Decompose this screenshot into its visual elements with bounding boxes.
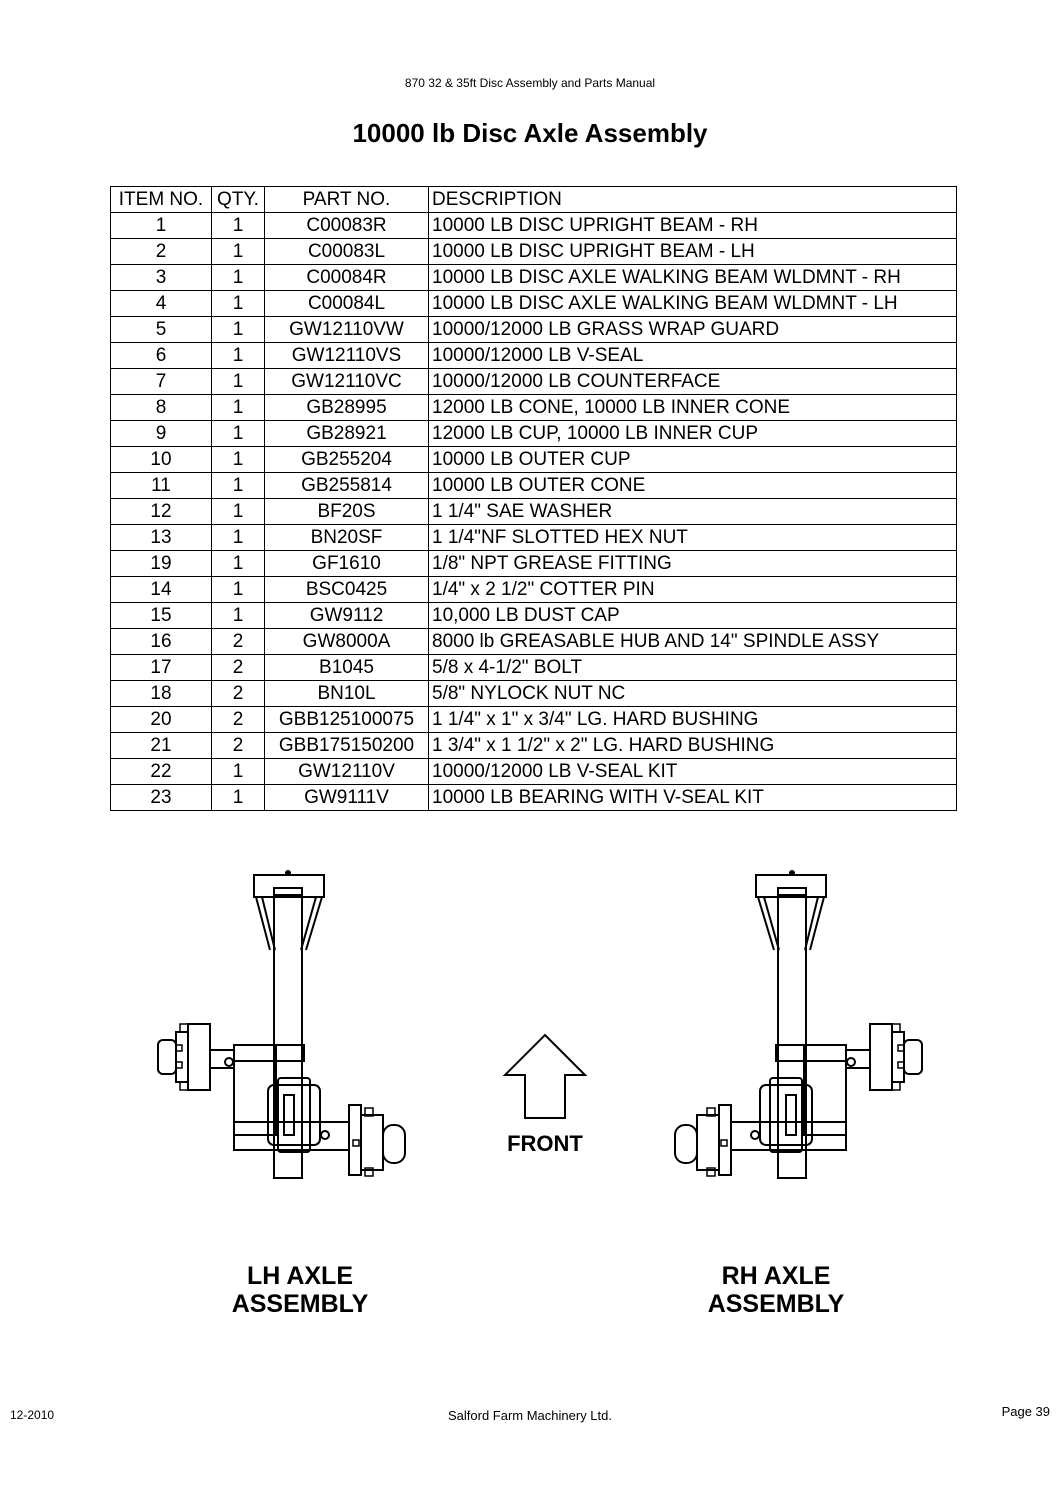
- cell-part-no: C00083L: [265, 239, 429, 265]
- cell-item-no: 2: [111, 239, 212, 265]
- cell-part-no: GF1610: [265, 551, 429, 577]
- table-row: [111, 473, 957, 499]
- cell-item-no: 7: [111, 369, 212, 395]
- cell-part-no: B1045: [265, 655, 429, 681]
- cell-item-no: 12: [111, 499, 212, 525]
- table-row: [111, 733, 957, 759]
- cell-qty: 1: [212, 421, 265, 447]
- cell-qty: 2: [212, 655, 265, 681]
- cell-description: 10000 LB DISC AXLE WALKING BEAM WLDMNT - LH: [429, 291, 957, 317]
- cell-item-no: 5: [111, 317, 212, 343]
- front-arrow-icon: [505, 1035, 585, 1118]
- cell-part-no: BSC0425: [265, 577, 429, 603]
- cell-item-no: 17: [111, 655, 212, 681]
- cell-item-no: 11: [111, 473, 212, 499]
- cell-item-no: 6: [111, 343, 212, 369]
- cell-part-no: GB28995: [265, 395, 429, 421]
- cell-description: 8000 lb GREASABLE HUB AND 14" SPINDLE ASSY: [429, 629, 957, 655]
- table-row: [111, 421, 957, 447]
- lh-axle-label-line1: LH AXLE: [246, 1262, 354, 1290]
- cell-part-no: BN20SF: [265, 525, 429, 551]
- cell-description: 10000 LB OUTER CONE: [429, 473, 957, 499]
- axle-drawing-area: [0, 840, 1060, 1260]
- cell-description: 10000/12000 LB GRASS WRAP GUARD: [429, 317, 957, 343]
- rh-axle-label-line2: ASSEMBLY: [707, 1290, 845, 1318]
- footer-date: 12-2010: [10, 1408, 55, 1422]
- cell-qty: 2: [212, 629, 265, 655]
- cell-part-no: C00084L: [265, 291, 429, 317]
- cell-part-no: GB28921: [265, 421, 429, 447]
- cell-part-no: GW9112: [265, 603, 429, 629]
- footer-page-number: Page 39: [1001, 1404, 1050, 1419]
- table-row: [111, 291, 957, 317]
- parts-table: [110, 186, 957, 811]
- table-row: [111, 629, 957, 655]
- table-row: [111, 759, 957, 785]
- cell-description: 5/8" NYLOCK NUT NC: [429, 681, 957, 707]
- cell-part-no: BF20S: [265, 499, 429, 525]
- footer-company: Salford Farm Machinery Ltd.: [447, 1408, 612, 1423]
- cell-part-no: GW9111V: [265, 785, 429, 811]
- cell-part-no: GB255814: [265, 473, 429, 499]
- table-row: [111, 551, 957, 577]
- cell-item-no: 1: [111, 213, 212, 239]
- cell-qty: 1: [212, 343, 265, 369]
- cell-description: 10,000 LB DUST CAP: [429, 603, 957, 629]
- cell-part-no: GW8000A: [265, 629, 429, 655]
- cell-qty: 1: [212, 785, 265, 811]
- table-row: [111, 525, 957, 551]
- cell-part-no: GBB175150200: [265, 733, 429, 759]
- table-row: [111, 369, 957, 395]
- cell-qty: 1: [212, 239, 265, 265]
- cell-item-no: 13: [111, 525, 212, 551]
- front-label: FRONT: [507, 1131, 583, 1156]
- rh-axle-drawing: [675, 871, 922, 1178]
- table-row: [111, 785, 957, 811]
- cell-description: 12000 LB CUP, 10000 LB INNER CUP: [429, 421, 957, 447]
- cell-description: 1 1/4" x 1" x 3/4" LG. HARD BUSHING: [429, 707, 957, 733]
- cell-item-no: 3: [111, 265, 212, 291]
- cell-item-no: 8: [111, 395, 212, 421]
- cell-item-no: 19: [111, 551, 212, 577]
- table-row: [111, 655, 957, 681]
- cell-qty: 1: [212, 447, 265, 473]
- column-header-item-no: ITEM NO.: [111, 187, 212, 213]
- cell-item-no: 21: [111, 733, 212, 759]
- cell-qty: 1: [212, 499, 265, 525]
- cell-item-no: 18: [111, 681, 212, 707]
- cell-part-no: GW12110V: [265, 759, 429, 785]
- cell-qty: 2: [212, 707, 265, 733]
- table-row: [111, 265, 957, 291]
- cell-item-no: 4: [111, 291, 212, 317]
- table-row: [111, 213, 957, 239]
- cell-item-no: 22: [111, 759, 212, 785]
- cell-qty: 1: [212, 317, 265, 343]
- cell-item-no: 23: [111, 785, 212, 811]
- table-row: [111, 343, 957, 369]
- cell-part-no: C00083R: [265, 213, 429, 239]
- cell-description: 10000 LB DISC AXLE WALKING BEAM WLDMNT - RH: [429, 265, 957, 291]
- table-row: [111, 681, 957, 707]
- column-header-part-no: PART NO.: [265, 187, 429, 213]
- cell-item-no: 10: [111, 447, 212, 473]
- rh-axle-label-line1: RH AXLE: [721, 1262, 831, 1290]
- cell-description: 1 3/4" x 1 1/2" x 2" LG. HARD BUSHING: [429, 733, 957, 759]
- rh-axle-label: [666, 1262, 886, 1318]
- cell-qty: 1: [212, 369, 265, 395]
- cell-qty: 1: [212, 395, 265, 421]
- cell-qty: 1: [212, 603, 265, 629]
- cell-description: 1/8" NPT GREASE FITTING: [429, 551, 957, 577]
- cell-description: 10000/12000 LB COUNTERFACE: [429, 369, 957, 395]
- cell-qty: 1: [212, 213, 265, 239]
- cell-qty: 1: [212, 577, 265, 603]
- cell-item-no: 14: [111, 577, 212, 603]
- cell-qty: 2: [212, 681, 265, 707]
- cell-description: 1/4" x 2 1/2" COTTER PIN: [429, 577, 957, 603]
- cell-part-no: GW12110VW: [265, 317, 429, 343]
- table-row: [111, 447, 957, 473]
- cell-item-no: 16: [111, 629, 212, 655]
- cell-description: 10000 LB DISC UPRIGHT BEAM - LH: [429, 239, 957, 265]
- table-row: [111, 707, 957, 733]
- cell-qty: 1: [212, 525, 265, 551]
- cell-description: 1 1/4" SAE WASHER: [429, 499, 957, 525]
- cell-part-no: BN10L: [265, 681, 429, 707]
- table-header-row: [111, 187, 957, 213]
- lh-axle-label: [190, 1262, 410, 1318]
- document-header: 870 32 & 35ft Disc Assembly and Parts Manual: [404, 76, 656, 90]
- lh-axle-drawing: [158, 871, 405, 1178]
- cell-description: 5/8 x 4-1/2" BOLT: [429, 655, 957, 681]
- cell-qty: 1: [212, 291, 265, 317]
- table-row: [111, 239, 957, 265]
- cell-qty: 1: [212, 551, 265, 577]
- column-header-description: DESCRIPTION: [429, 187, 957, 213]
- cell-item-no: 15: [111, 603, 212, 629]
- table-row: [111, 499, 957, 525]
- table-row: [111, 603, 957, 629]
- cell-qty: 1: [212, 759, 265, 785]
- cell-description: 10000 LB DISC UPRIGHT BEAM - RH: [429, 213, 957, 239]
- cell-qty: 1: [212, 265, 265, 291]
- lh-axle-label-line2: ASSEMBLY: [231, 1290, 369, 1318]
- table-row: [111, 317, 957, 343]
- cell-description: 1 1/4"NF SLOTTED HEX NUT: [429, 525, 957, 551]
- cell-description: 12000 LB CONE, 10000 LB INNER CONE: [429, 395, 957, 421]
- table-row: [111, 395, 957, 421]
- cell-item-no: 9: [111, 421, 212, 447]
- cell-part-no: GB255204: [265, 447, 429, 473]
- page-title: 10000 lb Disc Axle Assembly: [352, 118, 708, 148]
- column-header-qty: QTY.: [212, 187, 265, 213]
- cell-description: 10000 LB BEARING WITH V-SEAL KIT: [429, 785, 957, 811]
- table-row: [111, 577, 957, 603]
- cell-description: 10000 LB OUTER CUP: [429, 447, 957, 473]
- cell-item-no: 20: [111, 707, 212, 733]
- cell-description: 10000/12000 LB V-SEAL KIT: [429, 759, 957, 785]
- cell-part-no: GW12110VS: [265, 343, 429, 369]
- cell-qty: 2: [212, 733, 265, 759]
- cell-part-no: C00084R: [265, 265, 429, 291]
- cell-qty: 1: [212, 473, 265, 499]
- cell-description: 10000/12000 LB V-SEAL: [429, 343, 957, 369]
- cell-part-no: GBB125100075: [265, 707, 429, 733]
- cell-part-no: GW12110VC: [265, 369, 429, 395]
